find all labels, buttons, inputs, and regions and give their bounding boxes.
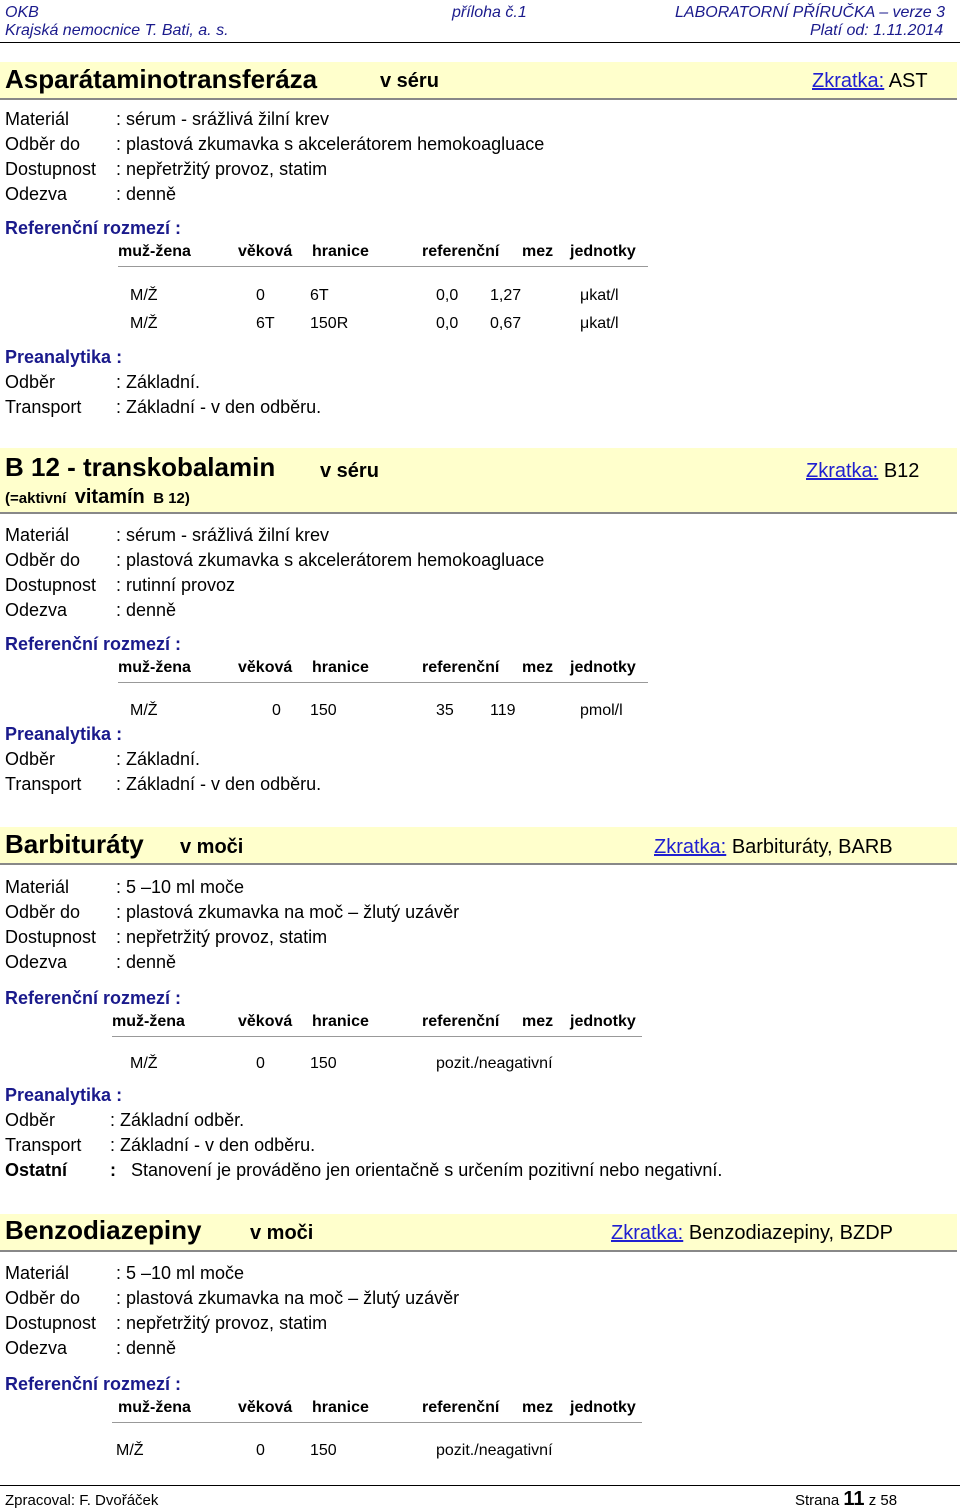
ast-th-age: věková	[238, 243, 293, 260]
b12-odber-do-value: : plastová zkumavka s akcelerátorem hemokoagluace	[116, 550, 545, 570]
b12-odber-value: : Základní.	[116, 749, 201, 769]
section-b12-abbreviation: Zkratka: B12	[806, 460, 920, 482]
barb-ostatni-label: Ostatní	[5, 1160, 68, 1180]
b12-odber-label: Odběr	[5, 749, 56, 769]
ast-transport-label: Transport	[5, 397, 82, 417]
b12-th-mez: mez	[522, 659, 554, 676]
section-barb-abbreviation: Zkratka: Barbituráty, BARB	[654, 836, 893, 858]
ast-odber-do-value: : plastová zkumavka s akcelerátorem hemokoagluace	[116, 134, 545, 154]
barb-material-value: : 5 –10 ml moče	[116, 877, 245, 897]
b12-odezva-value: : denně	[116, 600, 177, 620]
ast-row1-age-to: 6T	[310, 287, 329, 304]
b12-th-units: jednotky	[570, 659, 636, 676]
section-barb-subtitle: v moči	[180, 836, 244, 858]
ast-row1-ref-to: 1,27	[490, 287, 522, 304]
barb-material-label: Materiál	[5, 877, 70, 897]
bzdp-material-label: Materiál	[5, 1263, 70, 1283]
bzdp-th-ref: referenční	[422, 1399, 500, 1416]
barb-preanalytics-heading: Preanalytika :	[5, 1085, 123, 1105]
b12-row1-units: pmol/l	[580, 702, 623, 719]
barb-table-rule	[112, 1036, 642, 1037]
ast-th-sex: muž-žena	[118, 243, 191, 260]
ast-row1-units: μkat/l	[580, 287, 619, 304]
barb-ostatni-colon: :	[110, 1160, 116, 1180]
b12-ref-range-heading: Referenční rozmezí :	[5, 634, 182, 654]
section-bzdp-subtitle: v moči	[250, 1222, 314, 1244]
section-b12-subtitle: v séru	[320, 460, 379, 482]
bzdp-ref-range-heading: Referenční rozmezí :	[5, 1374, 182, 1394]
b12-transport-label: Transport	[5, 774, 82, 794]
ast-row2-sex: M/Ž	[130, 315, 158, 332]
section-ast-title: Asparátaminotransferáza	[5, 64, 318, 94]
barb-ref-range-heading: Referenční rozmezí :	[5, 988, 182, 1008]
barb-row1-age-from: 0	[256, 1055, 265, 1072]
b12-odezva-label: Odezva	[5, 600, 68, 620]
b12-th-ref: referenční	[422, 659, 500, 676]
ast-odber-do-label: Odběr do	[5, 134, 81, 154]
footer-author: Zpracoval: F. Dvořáček	[5, 1492, 159, 1509]
b12-material-value: : sérum - srážlivá žilní krev	[116, 525, 330, 545]
bzdp-odber-do-value: : plastová zkumavka na moč – žlutý uzávěr	[116, 1288, 460, 1308]
bzdp-th-limit: hranice	[312, 1399, 369, 1416]
b12-row1-sex: M/Ž	[130, 702, 158, 719]
section-bzdp-abbreviation: Zkratka: Benzodiazepiny, BZDP	[611, 1222, 893, 1244]
b12-transport-value: : Základní - v den odběru.	[116, 774, 322, 794]
bzdp-table-rule	[112, 1422, 642, 1423]
bzdp-odezva-value: : denně	[116, 1338, 177, 1358]
barb-th-mez: mez	[522, 1013, 554, 1030]
header-hospital: Krajská nemocnice T. Bati, a. s.	[5, 22, 229, 39]
b12-row1-age-from: 0	[272, 702, 281, 719]
bzdp-th-age: věková	[238, 1399, 293, 1416]
b12-row1-ref-from: 35	[436, 702, 454, 719]
barb-transport-value: : Základní - v den odběru.	[110, 1135, 316, 1155]
header-manual-title: LABORATORNÍ PŘÍRUČKA – verze 3	[675, 4, 945, 21]
b12-dostupnost-value: : rutinní provoz	[116, 575, 236, 595]
ast-th-ref: referenční	[422, 243, 500, 260]
barb-th-age: věková	[238, 1013, 293, 1030]
barb-th-units: jednotky	[570, 1013, 636, 1030]
b12-table-rule	[118, 682, 648, 683]
header-valid-from: Platí od: 1.11.2014	[810, 22, 944, 39]
barb-ostatni-value: Stanovení je prováděno jen orientačně s určením pozitivní nebo negativní.	[131, 1160, 723, 1180]
ast-odezva-label: Odezva	[5, 184, 68, 204]
bzdp-row1-age-to: 150	[310, 1442, 337, 1459]
section-ast-abbreviation: Zkratka: AST	[812, 70, 928, 92]
footer-page-number: Strana 11 z 58	[795, 1488, 898, 1510]
bzdp-dostupnost-label: Dostupnost	[5, 1313, 97, 1333]
section-b12-note: (=aktivní vitamín B 12)	[5, 486, 190, 508]
b12-th-sex: muž-žena	[118, 659, 191, 676]
header-appendix: příloha č.1	[452, 4, 527, 21]
ast-odezva-value: : denně	[116, 184, 177, 204]
barb-row1-age-to: 150	[310, 1055, 337, 1072]
barb-odezva-value: : denně	[116, 952, 177, 972]
bzdp-odber-do-label: Odběr do	[5, 1288, 81, 1308]
barb-odber-do-value: : plastová zkumavka na moč – žlutý uzávěr	[116, 902, 460, 922]
bzdp-material-value: : 5 –10 ml moče	[116, 1263, 245, 1283]
ast-th-limit: hranice	[312, 243, 369, 260]
barb-transport-label: Transport	[5, 1135, 82, 1155]
barb-dostupnost-value: : nepřetržitý provoz, statim	[116, 927, 328, 947]
ast-ref-range-heading: Referenční rozmezí :	[5, 218, 182, 238]
bzdp-row1-result: pozit./neagativní	[436, 1442, 553, 1459]
barb-odber-label: Odběr	[5, 1110, 56, 1130]
barb-row1-result: pozit./neagativní	[436, 1055, 553, 1072]
bzdp-dostupnost-value: : nepřetržitý provoz, statim	[116, 1313, 328, 1333]
barb-odezva-label: Odezva	[5, 952, 68, 972]
ast-row1-ref-from: 0,0	[436, 287, 459, 304]
barb-odber-value: : Základní odběr.	[110, 1110, 245, 1130]
ast-row1-age-from: 0	[256, 287, 265, 304]
ast-row2-ref-to: 0,67	[490, 315, 522, 332]
bzdp-th-mez: mez	[522, 1399, 554, 1416]
barb-th-ref: referenční	[422, 1013, 500, 1030]
b12-row1-ref-to: 119	[490, 702, 516, 719]
ast-material-label: Materiál	[5, 109, 70, 129]
ast-transport-value: : Základní - v den odběru.	[116, 397, 322, 417]
barb-th-limit: hranice	[312, 1013, 369, 1030]
bzdp-row1-age-from: 0	[256, 1442, 265, 1459]
ast-row2-ref-from: 0,0	[436, 315, 459, 332]
b12-dostupnost-label: Dostupnost	[5, 575, 97, 595]
b12-th-age: věková	[238, 659, 293, 676]
ast-row1-sex: M/Ž	[130, 287, 158, 304]
ast-th-mez: mez	[522, 243, 554, 260]
b12-odber-do-label: Odběr do	[5, 550, 81, 570]
b12-preanalytics-heading: Preanalytika :	[5, 724, 123, 744]
footer-divider	[0, 1485, 960, 1486]
ast-material-value: : sérum - srážlivá žilní krev	[116, 109, 330, 129]
ast-dostupnost-value: : nepřetržitý provoz, statim	[116, 159, 328, 179]
bzdp-odezva-label: Odezva	[5, 1338, 68, 1358]
barb-row1-sex: M/Ž	[130, 1055, 158, 1072]
section-b12-title: B 12 - transkobalamin	[5, 452, 276, 482]
ast-row2-age-to: 150R	[310, 315, 349, 332]
section-bzdp-title: Benzodiazepiny	[5, 1215, 202, 1245]
barb-th-sex: muž-žena	[112, 1013, 185, 1030]
ast-odber-value: : Základní.	[116, 372, 201, 392]
b12-material-label: Materiál	[5, 525, 70, 545]
ast-table-rule	[118, 266, 648, 267]
header-divider	[0, 42, 960, 43]
ast-dostupnost-label: Dostupnost	[5, 159, 97, 179]
section-barb-title: Barbituráty	[5, 829, 144, 859]
b12-th-limit: hranice	[312, 659, 369, 676]
ast-th-units: jednotky	[570, 243, 636, 260]
ast-preanalytics-heading: Preanalytika :	[5, 347, 123, 367]
ast-row2-age-from: 6T	[256, 315, 275, 332]
barb-odber-do-label: Odběr do	[5, 902, 81, 922]
bzdp-th-units: jednotky	[570, 1399, 636, 1416]
ast-odber-label: Odběr	[5, 372, 56, 392]
barb-dostupnost-label: Dostupnost	[5, 927, 97, 947]
section-ast-subtitle: v séru	[380, 70, 439, 92]
b12-row1-age-to: 150	[310, 702, 337, 719]
header-okb: OKB	[5, 4, 39, 21]
ast-row2-units: μkat/l	[580, 315, 619, 332]
bzdp-th-sex: muž-žena	[118, 1399, 191, 1416]
bzdp-row1-sex: M/Ž	[116, 1442, 144, 1459]
